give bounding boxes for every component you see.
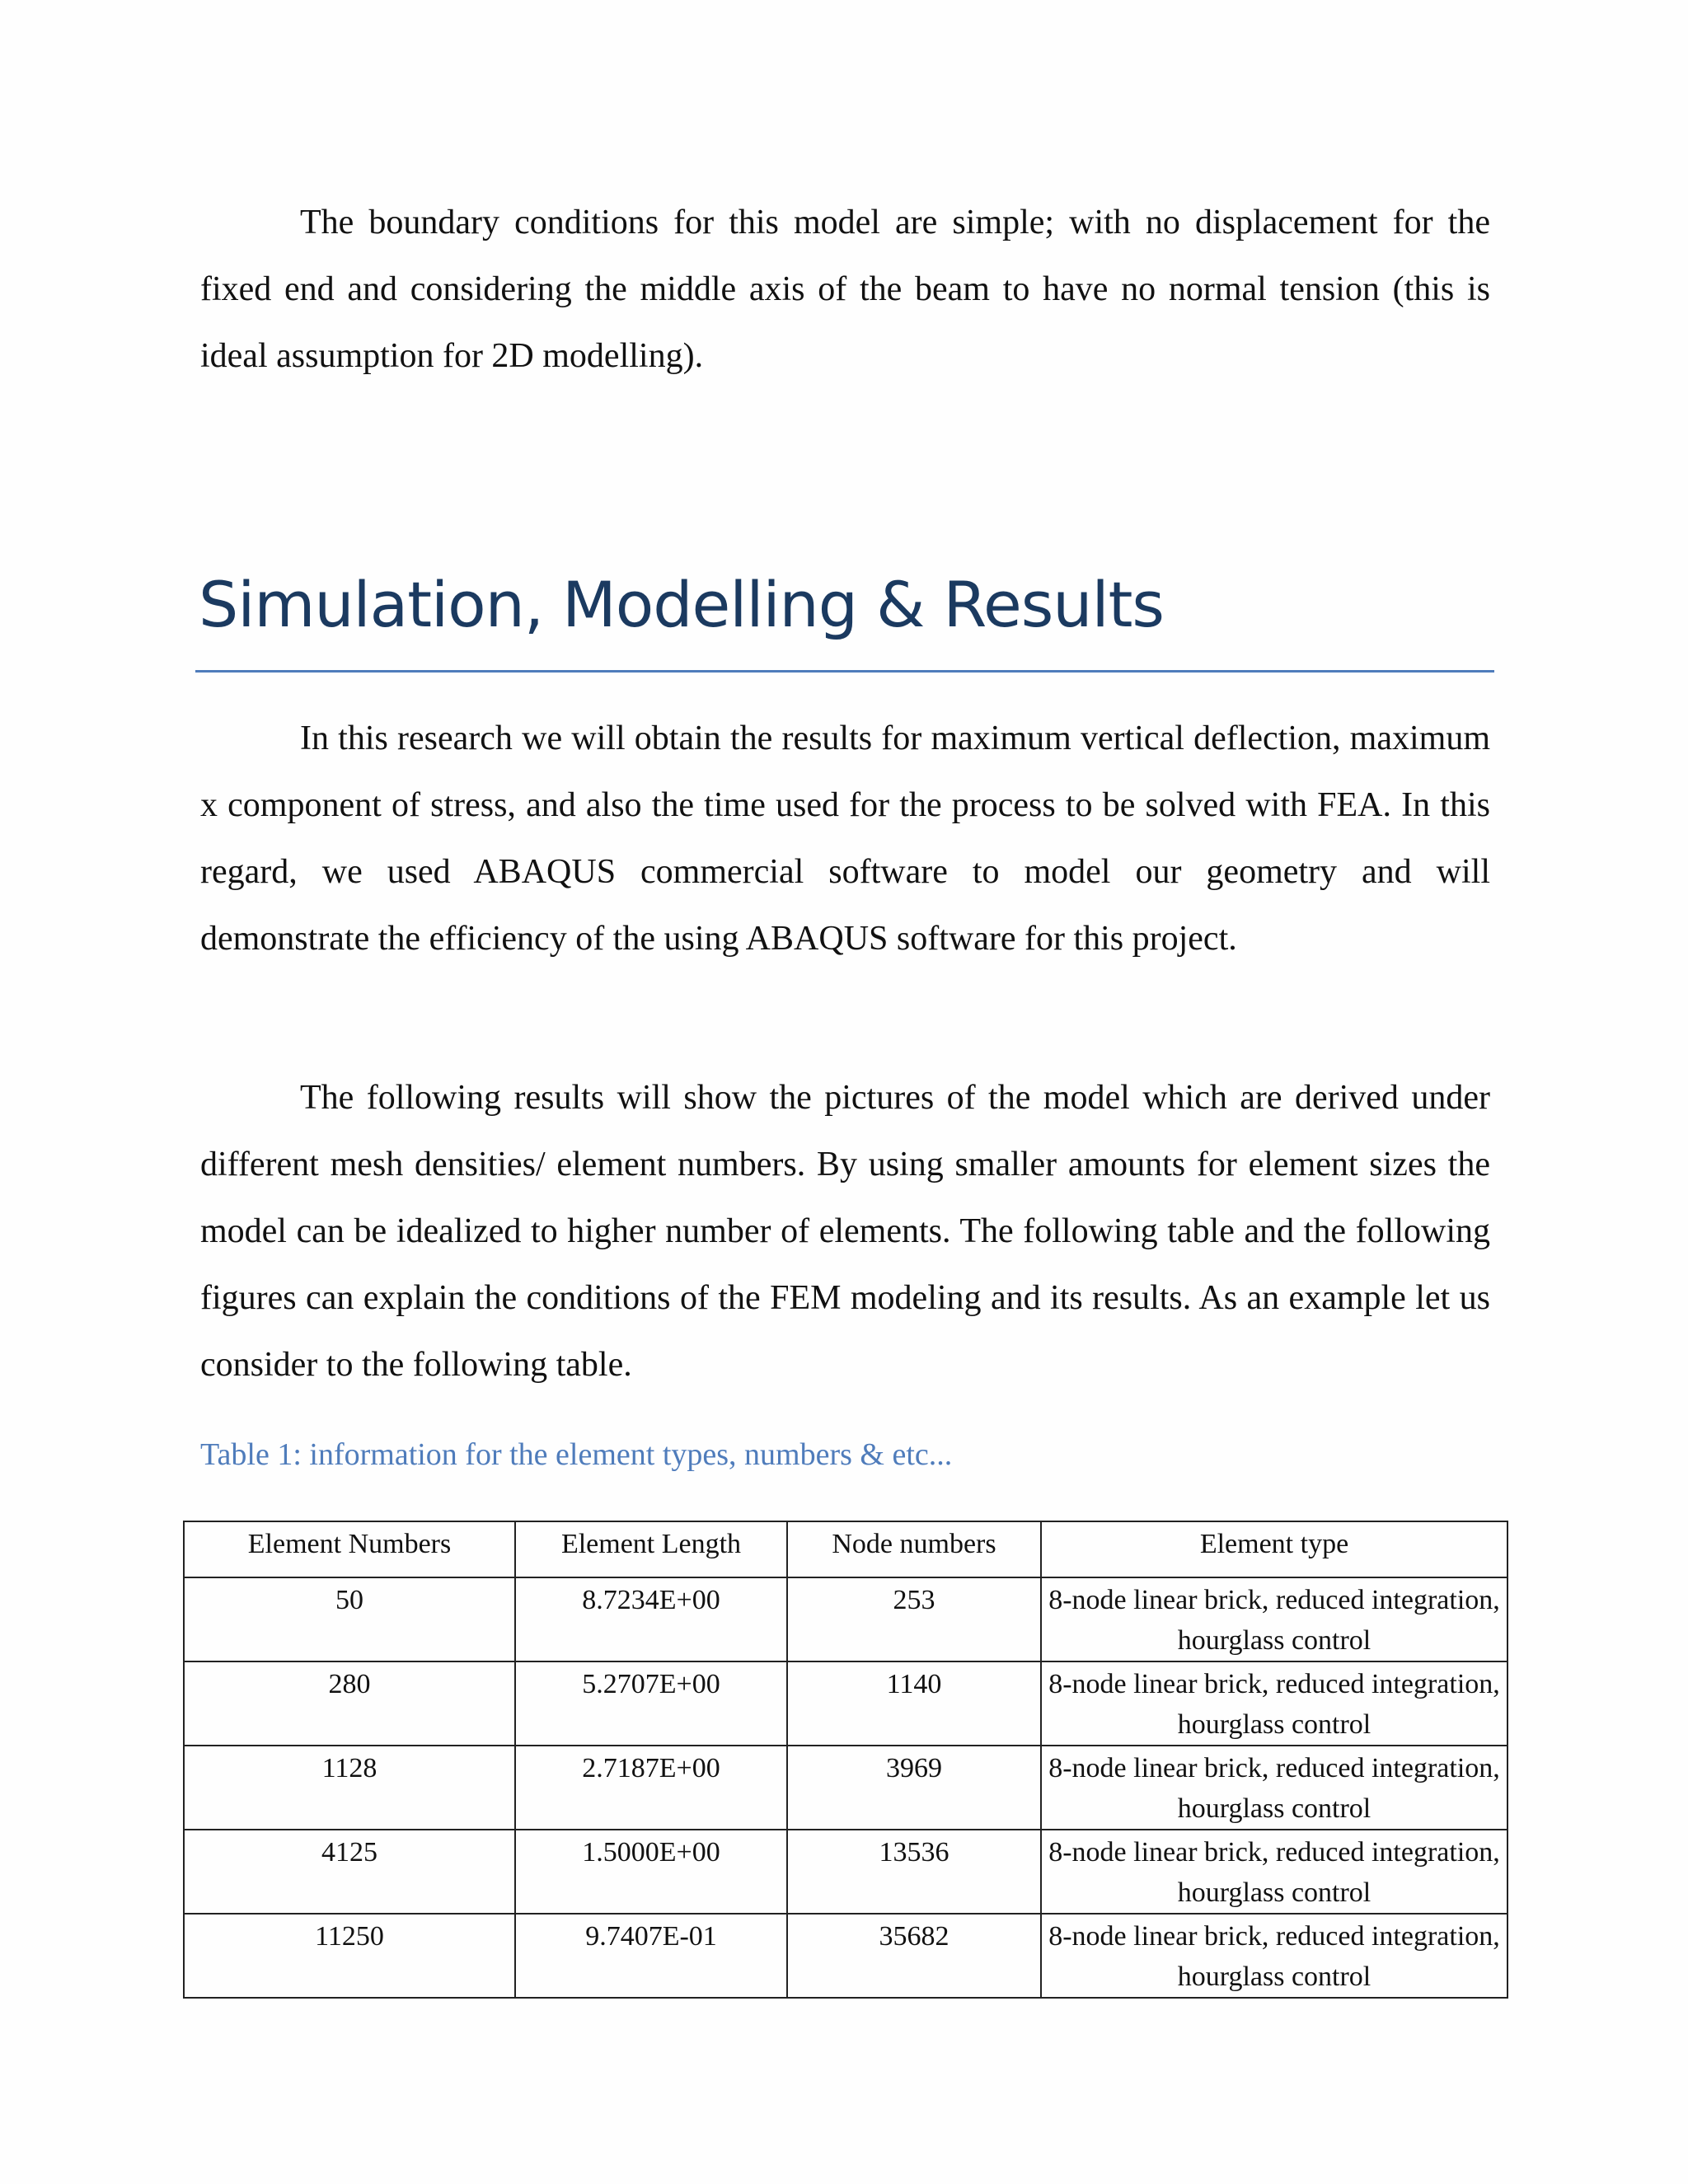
cell-element-numbers: 280 (184, 1661, 515, 1746)
cell-element-length: 1.5000E+00 (515, 1830, 787, 1914)
cell-element-type: 8-node linear brick, reduced integration, hourglass control (1041, 1661, 1507, 1746)
cell-element-numbers: 50 (184, 1577, 515, 1661)
cell-node-numbers: 253 (787, 1577, 1041, 1661)
table-row (184, 1577, 1507, 1661)
cell-node-numbers: 13536 (787, 1830, 1041, 1914)
paragraph-text: The boundary conditions for this model are simple; with no displacement for the fixed end and considering the middle axis of the beam to have no normal tension (this is ideal assumption for 2D modelling). (200, 204, 1490, 375)
cell-element-type: 8-node linear brick, reduced integration, hourglass control (1041, 1577, 1507, 1661)
header-element-type: Element type (1041, 1521, 1507, 1577)
cell-element-length: 9.7407E-01 (515, 1914, 787, 1998)
header-element-numbers: Element Numbers (184, 1521, 515, 1577)
header-node-numbers: Node numbers (787, 1521, 1041, 1577)
cell-node-numbers: 1140 (787, 1661, 1041, 1746)
cell-element-type: 8-node linear brick, reduced integration, hourglass control (1041, 1914, 1507, 1998)
boundary-conditions-paragraph (200, 190, 1490, 390)
table-caption: Table 1: information for the element types, numbers & etc... (200, 1437, 953, 1472)
cell-node-numbers: 35682 (787, 1914, 1041, 1998)
table-row (184, 1746, 1507, 1830)
table-row (184, 1830, 1507, 1914)
table-row (184, 1661, 1507, 1746)
paragraph-text: In this research we will obtain the results for maximum vertical deflection, maximum x component of stress, and also the time used for the process to be solved with FEA. In this regard, we used ABAQUS commercial software to model our geometry and will demonstrate the efficiency of the using ABAQUS software for this project. (200, 719, 1490, 958)
cell-element-numbers: 4125 (184, 1830, 515, 1914)
section-heading: Simulation, Modelling & Results (199, 568, 1164, 641)
paragraph-text: The following results will show the pictures of the model which are derived under different mesh densities/ element numbers. By using smaller amounts for element sizes the model can be idealized to higher number of elements. The following table and the following figures can explain the conditions of the FEM modeling and its results. As an example let us consider to the following table. (200, 1079, 1490, 1384)
element-info-table (183, 1521, 1508, 1999)
results-description-paragraph (200, 1065, 1490, 1399)
heading-underline (195, 670, 1494, 673)
cell-element-numbers: 11250 (184, 1914, 515, 1998)
research-intro-paragraph (200, 705, 1490, 972)
cell-element-numbers: 1128 (184, 1746, 515, 1830)
table-row (184, 1914, 1507, 1998)
cell-element-type: 8-node linear brick, reduced integration, hourglass control (1041, 1746, 1507, 1830)
cell-node-numbers: 3969 (787, 1746, 1041, 1830)
cell-element-length: 2.7187E+00 (515, 1746, 787, 1830)
table-header-row (184, 1521, 1507, 1577)
header-element-length: Element Length (515, 1521, 787, 1577)
cell-element-length: 5.2707E+00 (515, 1661, 787, 1746)
cell-element-length: 8.7234E+00 (515, 1577, 787, 1661)
cell-element-type: 8-node linear brick, reduced integration, hourglass control (1041, 1830, 1507, 1914)
